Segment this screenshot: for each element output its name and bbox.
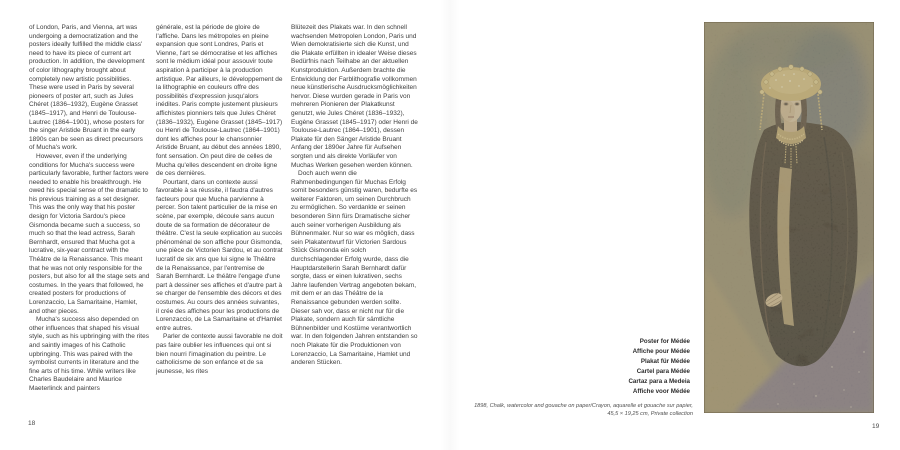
paragraph: Blütezeit des Plakats war. In den schnell wachsenden Metropolen London, Paris und Wien demokratisierte sich die Kunst, und die Plakate erfüllten in idealer Weise dieses Bedürfnis nach Teilhabe an der aktuellen Kunstproduktion. Außerdem brachte die Entwicklung der Farblithografie vollkommen neue künstlerische Ausdrucksmöglichkeiten hervor. Diese wurden gerade in Paris von mehreren Pionieren der Plakatkunst genutzt, wie Jules Chéret (1836–1932), Eugène Grasset (1845–1917) oder Henri de Toulouse-Lautrec (1864–1901), dessen Plakate für den Sänger Aristide Bruant Anfang der 1890er Jahre für Aufsehen sorgten und als direkte Vorläufer von Muchas Werken gesehen werden können. — [291, 24, 418, 169]
text-column-english — [29, 24, 150, 394]
paragraph: Parler de contexte aussi favorable ne doit pas faire oublier les influences qui ont si bien nourri l'imagination du peintre. Le catholicisme de son enfance et de sa jeunesse, les rites — [156, 333, 283, 375]
artwork-caption-block — [490, 337, 690, 397]
paragraph: Pourtant, dans un contexte aussi favorable à sa réussite, il faudra d'autres facteurs pour que Mucha parvienne à percer. Son talent particulier de la mise en scène, par exemple, découle sans aucun doute de sa formation de décorateur de théâtre. C'est la seule explication au succès phénoménal de son affiche pour Gismonda, une pièce de Victorien Sardou, et au contrat lucratif de six ans que lui signe le Théâtre de la Renaissance, par l'entremise de Sarah Bernhardt. Le théâtre l'engage d'une part à dessiner ses affiches et d'autre part à se charger de l'ensemble des décors et des costumes. Au cours des années suivantes, il crée des affiches pour les productions de Lorenzaccio, de La Samaritaine et d'Hamlet entre autres. — [156, 178, 283, 332]
page-number-right: 19 — [872, 423, 880, 430]
paragraph: of London, Paris, and Vienna, art was undergoing a democratization and the posters ideally fulfilled the middle class' need to have its piece of current art production. In addition, the development of color lithography brought about completely new artistic possibilities. These were used in Paris by several pioneers of poster art, such as Jules Chéret (1836–1932), Eugène Grasset (1845–1917), and Henri de Toulouse-Lautrec (1864–1901), whose posters for the singer Aristide Bruant in the early 1890s can be seen as direct precursors of Mucha's work. — [29, 24, 145, 152]
page-number-left: 18 — [28, 420, 36, 427]
caption-french: Affiche pour Médée — [632, 348, 690, 355]
caption-portuguese: Cartaz para a Medeia — [628, 378, 690, 385]
caption-spanish: Cartel para Médée — [636, 368, 690, 375]
medee-painting — [704, 22, 874, 413]
paragraph: Doch auch wenn die Rahmenbedingungen für Muchas Erfolg somit besonders günstig waren, bedurfte es weiterer Faktoren, um seinen Durchbruch zu ermöglichen. So verdankte er seinen besonderen Sinn fürs Dramatische sicher auch seiner vorherigen Ausbildung als Bühnenmaler. Nur so war es möglich, dass sein Plakatentwurf für Victorien Sardous Stück Gismonda ein solch durchschlagender Erfolg wurde, dass die Hauptdarstellerin Sarah Bernhardt dafür sorgte, dass er einen lukrativen, sechs Jahre laufenden Vertrag angeboten bekam, mit dem er an das Théâtre de la Renaissance gebunden werden sollte. Dieser sah vor, dass er nicht nur für die Plakate, sondern auch für sämtliche Bühnenbilder und Kostüme verantwortlich war. In den folgenden Jahren entstanden so noch Plakate für die Produktionen von Lorenzaccio, La Samaritaine, Hamlet und anderen Stücken. — [291, 170, 418, 367]
caption-english: Poster for Médée — [639, 338, 690, 345]
text-column-french — [156, 24, 283, 376]
fine-texture — [704, 22, 874, 413]
page-fold-shadow — [440, 0, 460, 450]
caption-dutch: Affiche voor Médée — [632, 388, 690, 395]
artwork-credit-line: 1898, Chalk, watercolor and gouache on paper/Crayon, aquarelle et gouache sur papier, 45,5 × 19,25 cm, Private collection — [474, 403, 693, 418]
text-column-german — [291, 24, 418, 368]
medee-artwork-image — [704, 22, 874, 413]
paragraph: Mucha's success also depended on other influences that shaped his visual style, such as his upbringing with the rites and saintly images of his Catholic upbringing. This was paired with the symbolist currents in literature and the fine arts of his time. While writers like Charles Baudelaire and Maurice Maeterlinck and painters — [29, 316, 149, 392]
paragraph: générale, est la période de gloire de l'affiche. Dans les métropoles en pleine expansion que sont Londres, Paris et Vienne, l'art se démocratise et les affiches sont le médium idéal pour assouvir toute aspiration à participer à la production artistique. Par ailleurs, le développement de la lithographie en couleurs offre des possibilités d'expression jusqu'alors inédites. Paris compte justement plusieurs affichistes pionniers tels que Jules Chéret (1836–1932), Eugène Grasset (1845–1917) ou Henri de Toulouse-Lautrec (1864–1901) dont les affiches pour le chansonnier Aristide Bruant, au début des années 1890, font sensation. On peut dire de celles de Mucha qu'elles descendent en droite ligne de ces dernières. — [156, 24, 283, 178]
caption-german: Plakat für Médée — [640, 358, 690, 365]
paragraph: However, even if the underlying conditions for Mucha's success were particularly favorable, further factors were needed to enable his breakthrough. He owed his special sense of the dramatic to his previous training as a set designer. This was the only way that his poster design for Victoria Sardou's piece Gismonda became such a success, so much so that the lead actress, Sarah Bernhardt, ensured that Mucha got a lucrative, six-year contract with the Théâtre de la Renaissance. This meant that he was not only responsible for the posters, but also for all the stage sets and costumes. In the years that followed, he created posters for productions of Lorenzaccio, La Samaritaine, Hamlet, and other pieces. — [29, 152, 150, 315]
